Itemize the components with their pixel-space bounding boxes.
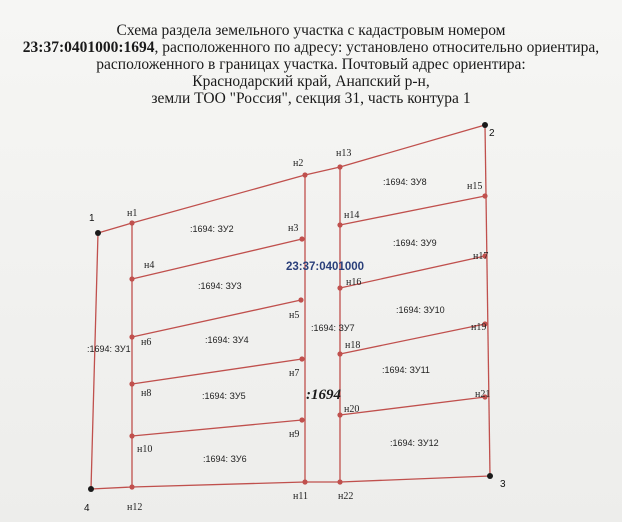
node-label: н16 (346, 277, 362, 288)
node-point (299, 417, 304, 422)
plot-label: :1694: ЗУ4 (205, 335, 249, 345)
node-label: н6 (141, 337, 152, 348)
boundary-segment (340, 196, 485, 225)
point-labels (84, 128, 506, 514)
boundary-segment (98, 223, 132, 233)
title-line-5: земли ТОО "Россия", секция 31, часть контура 1 (151, 90, 471, 107)
boundary-segment (132, 482, 305, 487)
node-point (129, 433, 134, 438)
title-line-4: Краснодарский край, Анапский р-н, (192, 73, 430, 90)
plot-label: :1694: ЗУ9 (393, 238, 437, 248)
boundary-segment (132, 420, 302, 436)
boundary-segment (340, 397, 485, 415)
node-label: н12 (127, 502, 143, 513)
node-label: н13 (336, 148, 352, 159)
plot-label: :1694: ЗУ6 (203, 454, 247, 464)
node-label: н9 (289, 429, 300, 440)
node-point (299, 356, 304, 361)
boundary-segment (132, 175, 305, 223)
plot-label: :1694: ЗУ1 (87, 344, 131, 354)
boundary-segment (340, 125, 485, 167)
node-label: н8 (141, 388, 152, 399)
corner-label: 2 (489, 128, 495, 139)
plot-label: :1694: ЗУ3 (198, 281, 242, 291)
node-point (302, 172, 307, 177)
title-line-1: Схема раздела земельного участка с кадастровым номером (116, 22, 506, 39)
node-label: н2 (293, 158, 304, 169)
node-label: н22 (338, 491, 354, 502)
boundary-segment (340, 476, 490, 482)
node-point (337, 285, 342, 290)
node-label: н3 (288, 223, 299, 234)
boundary-segment (132, 359, 302, 384)
title-line-3: расположенного в границах участка. Почтовый адрес ориентира: (96, 56, 526, 73)
node-label: н10 (137, 444, 153, 455)
corner-point (95, 230, 101, 236)
boundary-segment (485, 125, 490, 476)
node-label: н20 (344, 404, 360, 415)
parcel-label: :1694 (306, 387, 341, 403)
node-point (482, 193, 487, 198)
node-label: н14 (344, 210, 360, 221)
node-label: н4 (144, 260, 155, 271)
plot-label: :1694: ЗУ8 (383, 177, 427, 187)
node-label: н17 (473, 251, 489, 262)
node-label: н7 (289, 368, 300, 379)
node-label: н21 (475, 389, 491, 400)
corner-label: 4 (84, 503, 90, 514)
node-label: н15 (467, 181, 483, 192)
corner-point (482, 122, 488, 128)
node-point (302, 479, 307, 484)
node-label: н18 (345, 340, 361, 351)
corner-label: 3 (500, 479, 506, 490)
cadastral-number: 23:37:0401000:1694 (22, 39, 155, 56)
plot-label: :1694: ЗУ7 (311, 323, 355, 333)
boundary-segment (132, 239, 302, 279)
plot-label: :1694: ЗУ10 (396, 305, 445, 315)
boundary-segment (91, 487, 132, 489)
node-point (337, 164, 342, 169)
node-point (129, 220, 134, 225)
plot-label: :1694: ЗУ11 (382, 365, 430, 375)
node-point (299, 236, 304, 241)
plot-label: :1694: ЗУ12 (390, 438, 439, 448)
boundary-segment (132, 300, 301, 337)
corner-point (88, 486, 94, 492)
node-point (337, 479, 342, 484)
node-label: н19 (471, 322, 487, 333)
plot-label: :1694: ЗУ5 (202, 391, 246, 401)
node-point (337, 412, 342, 417)
node-point (337, 222, 342, 227)
node-point (129, 276, 134, 281)
boundary-segment (340, 324, 485, 354)
boundary-segment (305, 167, 340, 175)
corner-point (487, 473, 493, 479)
title-line-2-rest: , расположенного по адресу: установлено относительно ориентира, (154, 39, 600, 56)
corner-label: 1 (89, 213, 95, 224)
node-label: н5 (289, 310, 300, 321)
node-point (129, 381, 134, 386)
node-point (337, 351, 342, 356)
node-point (298, 297, 303, 302)
boundary-segment (91, 233, 98, 489)
node-label: н1 (127, 208, 138, 219)
node-point (129, 484, 134, 489)
node-point (129, 334, 134, 339)
quarter-label: 23:37:0401000 (286, 261, 365, 273)
plot-label: :1694: ЗУ2 (190, 224, 234, 234)
node-label: н11 (293, 491, 308, 502)
